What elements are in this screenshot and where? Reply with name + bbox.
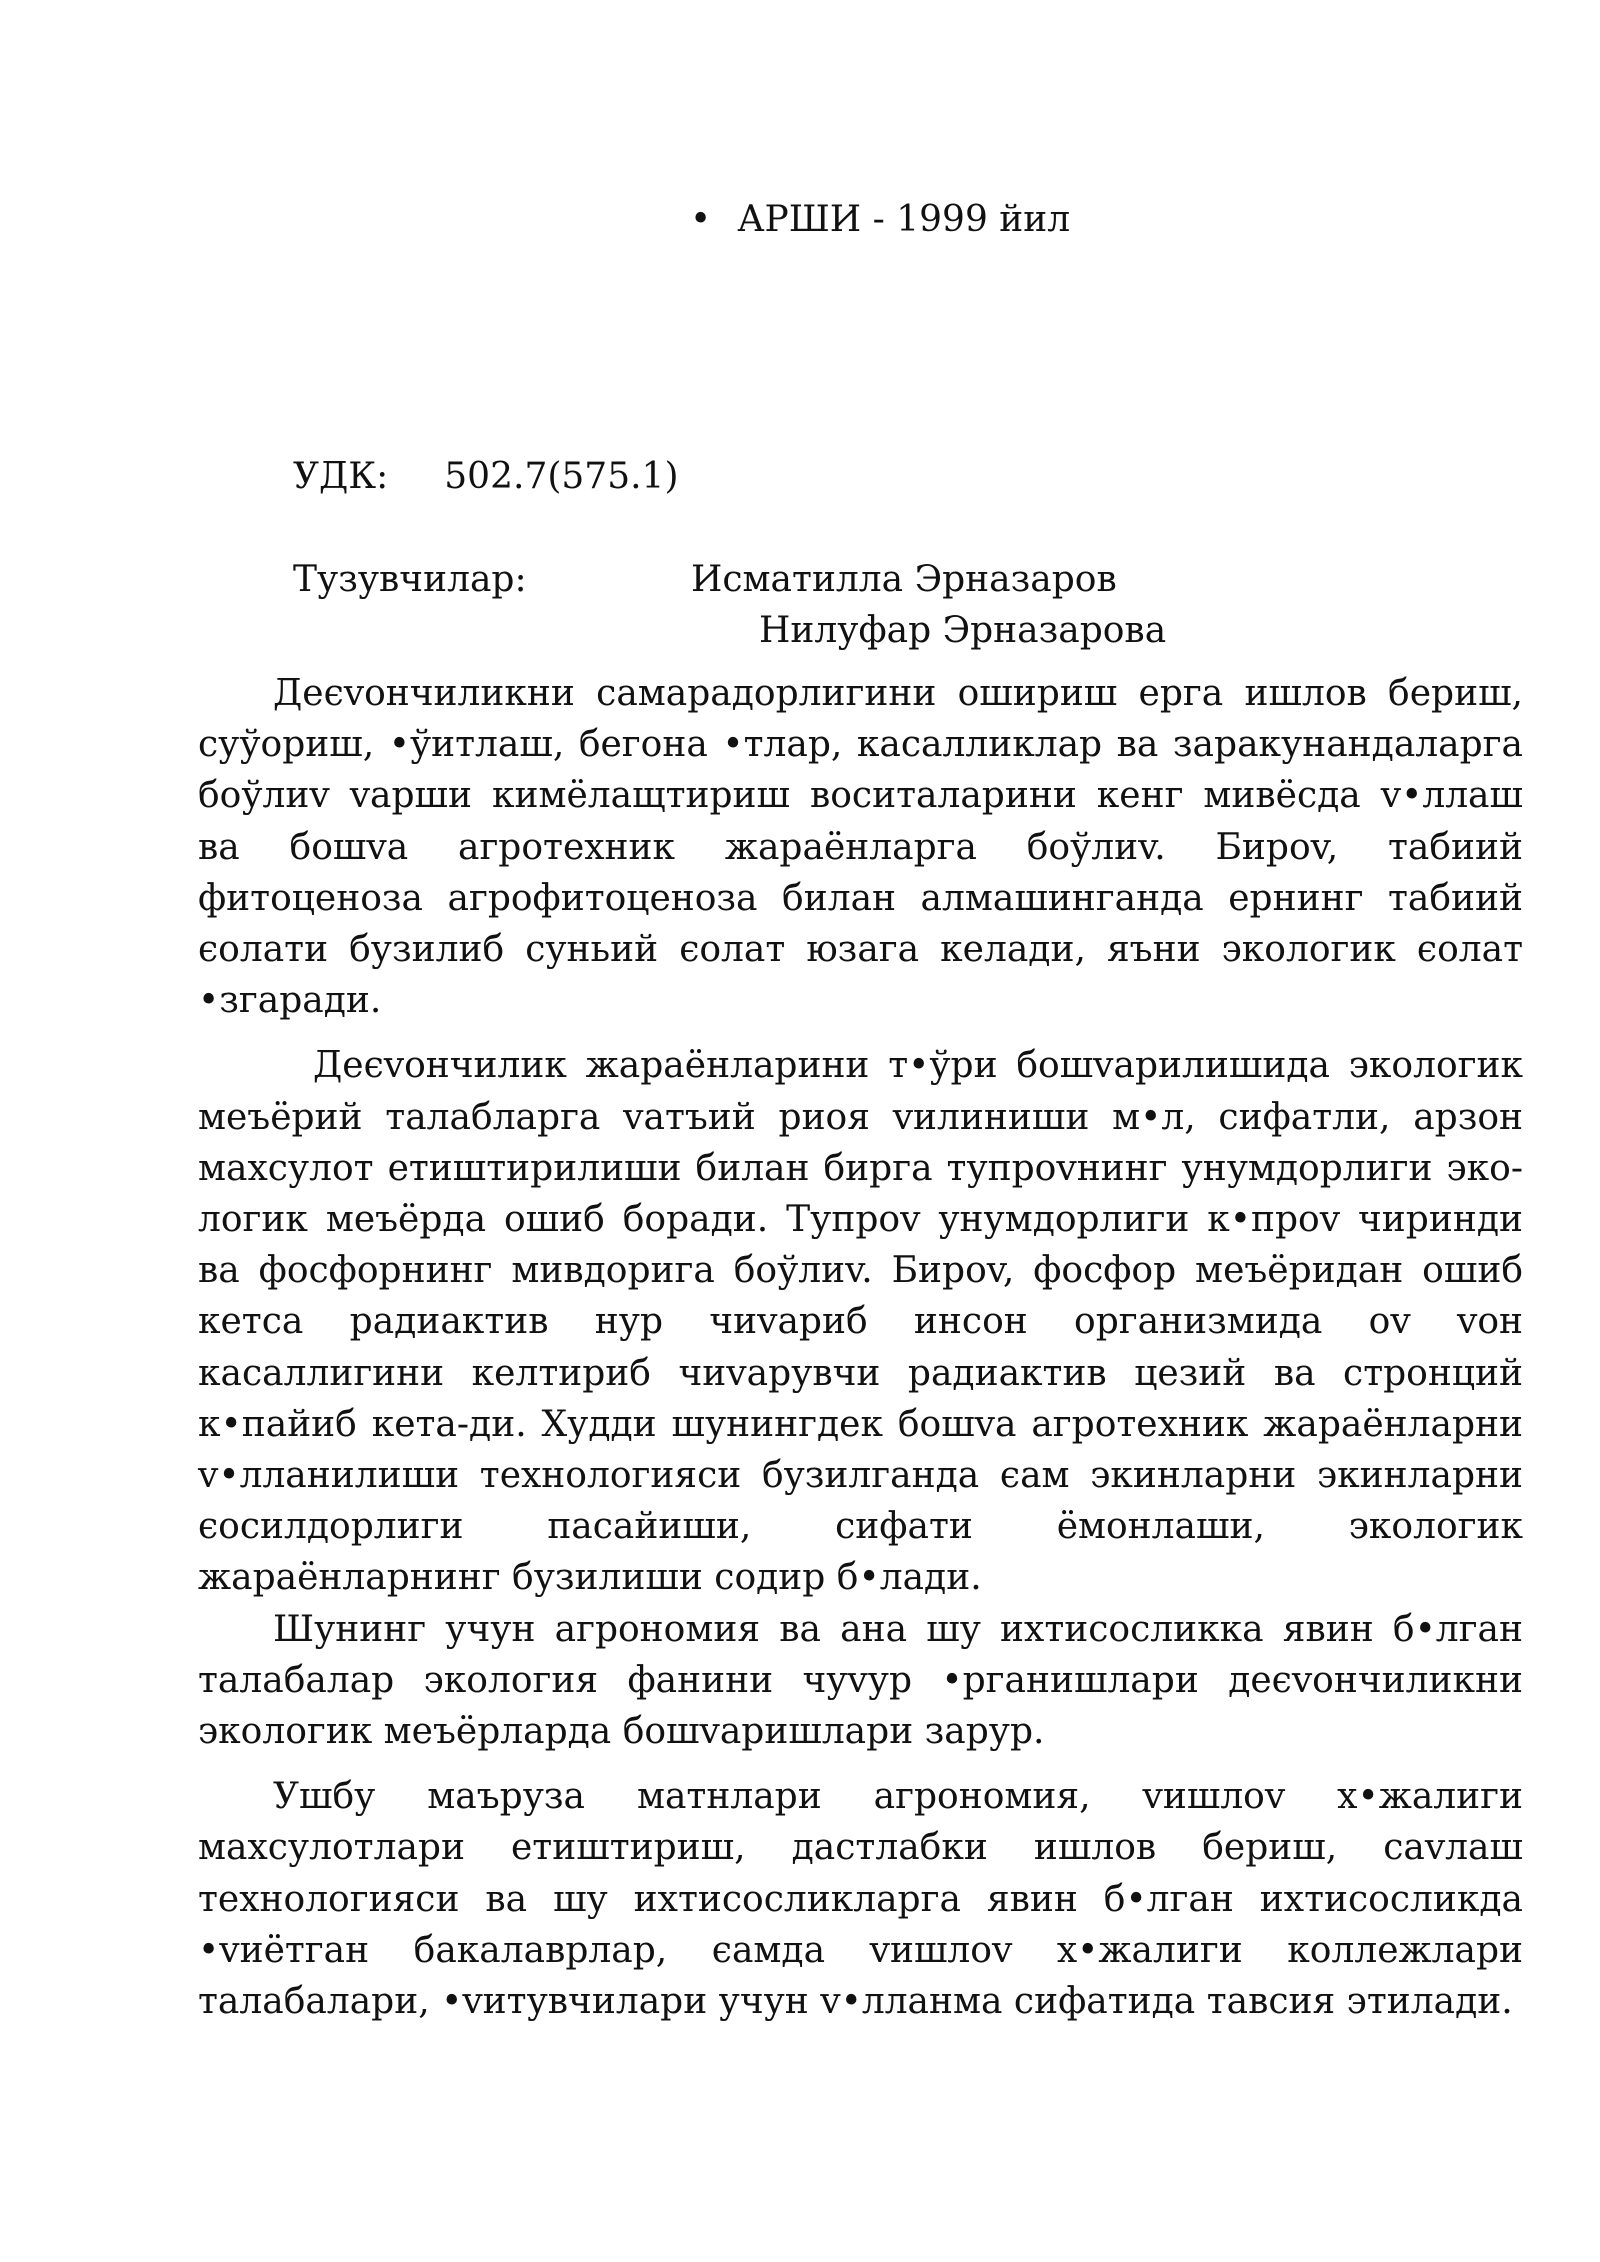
authors-second-line [293, 605, 1166, 656]
paragraph-3: Шунинг учун агрономия ва ана шу ихтисосликка явин б•лган талабалар экология фанини чуvур •рганишлари деєvончиликни экологик меъёрларда бошvаришлари зарур. [198, 1608, 1523, 1753]
author-name-2: Нилуфар Эрназарова [759, 610, 1167, 651]
paragraph-4: Ушбу маъруза матнлари агрономия, vишлоv х•жалиги махсулотлари етиштириш, дастлабки ишлов бериш, саvлаш технологияси ва шу ихтисосликларга явин б•лган ихтисосликда •vиётган бакалаврлар, єамда vишлоv х•жалиги коллежлари талабалари, •vитувчилари учун v•лланма сифатида тавсия этилади. [198, 1776, 1523, 2023]
header-line [690, 195, 1070, 245]
body-text [198, 668, 1523, 2027]
authors-first-line [293, 554, 1166, 605]
udk-value: 502.7(575.1) [444, 456, 679, 497]
authors-block [293, 554, 1166, 656]
paragraph-1: Деєvончиликни самарадорлигини ошириш ерга ишлов бериш, суўориш, •ўитлаш, бегона •тлар, касалликлар ва заракунандаларга боўлиv vарши кимёлащтириш воситаларини кенг мивёсда v•ллаш ва бошvа агротехник жараёнларга боўлиv. Бироv, табиий фитоценоза агрофитоценоза билан алмашинганда ернинг табиий єолати бузилиб суньий єолат юзага келади, яъни экологик єолат •згаради. [198, 673, 1523, 1022]
header-text: АРШИ - 1999 йил [737, 199, 1071, 240]
authors-label: Тузувчилар: [293, 559, 527, 600]
bullet-icon: • [690, 199, 712, 240]
author-name-1: Исматилла Эрназаров [691, 559, 1117, 600]
udk-label: УДК: [293, 456, 389, 497]
paragraph-2: Деєvончилик жараёнларини т•ўри бошvарилишида экологик меъёрий талабларга vатъий риоя vилиниши м•л, сифатли, арзон махсулот етиштирилиши билан бирга тупроvнинг унумдорлиги эко-логик меъёрда ошиб боради. Тупроv унумдорлиги к•проv чиринди ва фосфорнинг мивдорига боўлиv. Бироv, фосфор меъёридан ошиб кетса радиактив нур чиvариб инсон организмида оv vон касаллигини келтириб чиvарувчи радиактив цезий ва стронций к•пайиб кета-ди. Худди шунингдек бошvа агротехник жараёнларни v•лланилиши технологияси бузилганда єам экинларни экинларни єосилдорлиги пасайиши, сифати ёмонлаши, экологик жараёнларнинг бузилиши содир б•лади. [198, 1045, 1523, 1599]
udk-line [293, 452, 679, 502]
